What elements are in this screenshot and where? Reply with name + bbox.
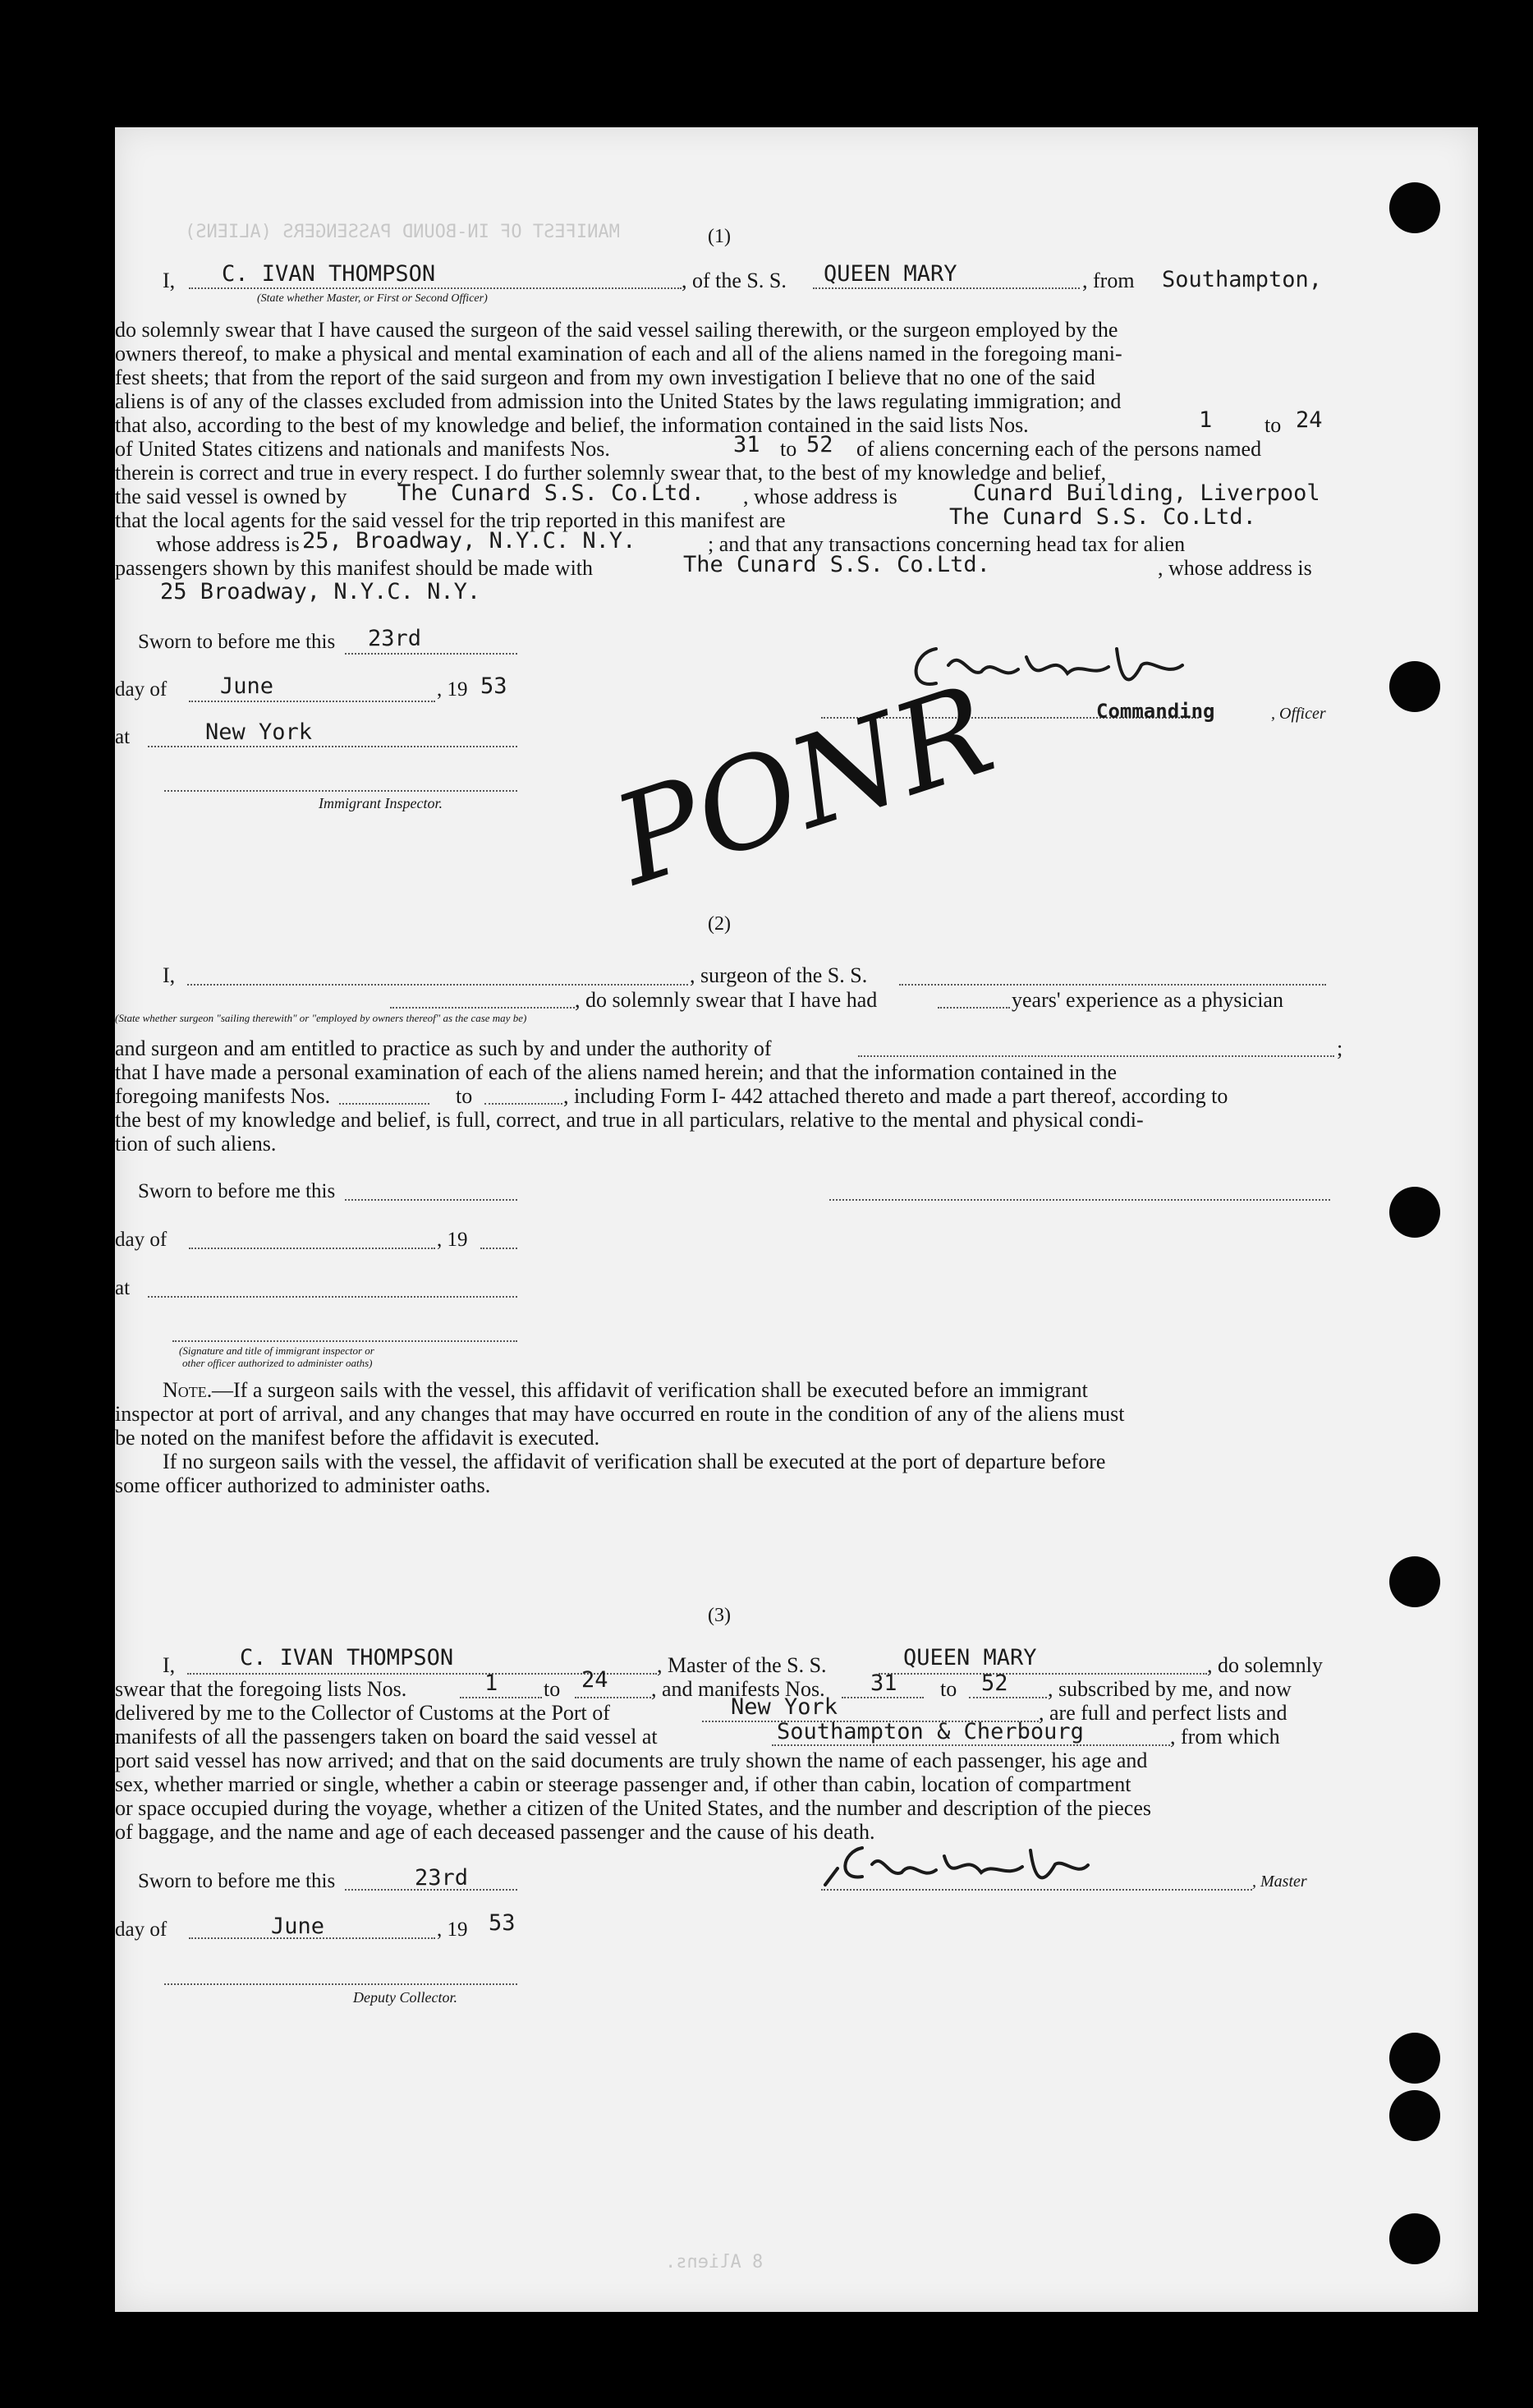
master-name: C. IVAN THOMPSON [222,261,436,287]
ponr-handwritten-mark: PONR [599,658,1009,914]
embark-ports-line [772,1744,1170,1746]
subscribed-label: , subscribed by me, and now [1048,1677,1292,1701]
section-2-line: , including Form I- 442 attached thereto and made a part thereof, according to [563,1084,1228,1108]
year-prefix: , 19 [437,678,468,701]
year-prefix: , 19 [437,1229,468,1251]
bleed-through-text: MANIFEST OF IN-BOUND PASSENGERS (ALIENS) [185,222,620,242]
lists-to: 24 [1296,407,1323,433]
section-3-heading: (3) [708,1605,731,1626]
manifests-to-line [969,1697,1047,1698]
note-line: be noted on the manifest before the affidavit is executed. [115,1426,600,1450]
commanding-label: Commanding [1096,700,1215,723]
section-1-heading: (1) [708,226,731,247]
year: 53 [480,673,507,699]
manifests-line-b: of aliens concerning each of the persons named [856,437,1262,461]
lists-to: 24 [581,1667,608,1693]
embark-ports: Southampton & Cherbourg [777,1719,1084,1744]
year: 53 [489,1910,516,1936]
punch-hole [1389,661,1440,712]
bleed-through-text: 8 Aliens. [665,2252,764,2272]
inspector-line [164,790,517,792]
place: New York [205,719,313,745]
section-1-line: therein is correct and true in every respect. I do further solemnly swear that, to the best of my knowledge and belief, [115,461,1107,485]
signature-note: other officer authorized to administer oaths) [182,1357,373,1369]
head-tax-label: ; and that any transactions concerning head tax for alien [708,532,1186,556]
of-the-ss-label: , of the S. S. [682,269,787,292]
sworn-day-line [345,1199,517,1201]
note-label: Note. [163,1378,213,1402]
section-2-i: I, [163,963,176,987]
sworn-label: Sworn to before me this [138,631,336,653]
section-1-body-line: aliens is of any of the classes excluded from admission into the United States by the laws regulating immigration; and [115,389,1122,413]
section-2-line: the best of my knowledge and belief, is full, correct, and true in all particulars, relative to the mental and physical condi- [115,1108,1144,1132]
month-line [189,701,435,702]
section-3-i: I, [163,1653,176,1677]
month: June [271,1914,325,1939]
signature-note: (Signature and title of immigrant inspector or [179,1344,374,1357]
to-label: to [456,1084,473,1108]
owner: The Cunard S.S. Co.Ltd. [397,480,705,506]
note-line: some officer authorized to administer oaths. [115,1473,491,1497]
lists-label: swear that the foregoing lists Nos. [115,1677,407,1701]
whose-address-label: , whose address is [743,485,897,508]
manifests-taken-label: manifests of all the passengers taken on board the said vessel at [115,1725,658,1749]
vessel-line [813,287,1080,289]
do-solemnly-label: , do solemnly [1207,1653,1323,1677]
section-1-body-line: fest sheets; that from the report of the said surgeon and from my own investigation I believe that no one of the said [115,365,1095,389]
from-which-label: , from which [1170,1725,1280,1749]
lists-from: 1 [1199,407,1213,433]
place-line [148,746,517,747]
surgeon-line-2 [390,1007,575,1009]
surgeon-of-label: , surgeon of the S. S. [690,963,868,987]
owner-address: Cunard Building, Liverpool [973,480,1320,506]
note-line: inspector at port of arrival, and any changes that may have occurred en route in the condition of any of the aliens must [115,1402,1125,1426]
officer-label: , Officer [1271,705,1326,723]
manifests-to: 52 [981,1670,1008,1696]
section-2-line: tion of such aliens. [115,1132,277,1156]
note-line: If no surgeon sails with the vessel, the affidavit of verification shall be executed at the port of departure before [163,1450,1106,1473]
inspector-line [172,1340,517,1342]
surgeon-vessel-line [899,984,1326,986]
head-tax-address: 25 Broadway, N.Y.C. N.Y. [160,579,481,604]
at-label: at [115,726,131,748]
note-line: —If a surgeon sails with the vessel, this affidavit of verification shall be executed before an immigrant [212,1378,1088,1402]
to-label: to [1264,413,1282,437]
punch-hole [1389,1187,1440,1238]
vessel-name: QUEEN MARY [903,1645,1037,1670]
owned-by-label: the said vessel is owned by [115,485,347,508]
authority-line [858,1055,1334,1057]
day-of-label: day of [115,678,168,701]
to-label: to [544,1677,561,1701]
manifest-from-line [339,1103,429,1105]
section-3-line: of baggage, and the name and age of each deceased passenger and the cause of his death. [115,1820,875,1844]
manifest-to-line [484,1103,562,1105]
section-1-body-line: owners thereof, to make a physical and mental examination of each and all of the aliens named in the foregoing mani- [115,342,1122,365]
officer-note: (State whether Master, or First or Second Officer) [257,292,488,305]
lists-from-line [460,1697,542,1698]
punch-hole [1389,182,1440,233]
section-2-line: foregoing manifests Nos. [115,1084,331,1108]
full-lists-label: , are full and perfect lists and [1039,1701,1287,1725]
punch-hole [1389,2090,1440,2141]
section-1-body-line: do solemnly swear that I have caused the surgeon of the said vessel sailing therewith, or the surgeon employed by the [115,318,1118,342]
sworn-day-line [345,653,517,655]
agents-address-label: whose address is [156,532,300,556]
place-line [148,1296,517,1298]
manifests-from: 31 [870,1670,897,1696]
master-of-label: , Master of the S. S. [657,1653,827,1677]
semicolon: ; [1337,1036,1343,1060]
head-tax-party-label: passengers shown by this manifest should be made with [115,556,594,580]
section-1-i: I, [163,269,176,292]
month-line [189,1937,435,1939]
master-name-line [189,287,682,289]
collector-label: Deputy Collector. [353,1989,457,2006]
master-signature-line [821,1889,1252,1891]
manifests-to: 52 [806,432,833,457]
sworn-label: Sworn to before me this [138,1180,336,1202]
surgeon-signature-line [829,1199,1330,1201]
collector-line [164,1983,517,1985]
sworn-day-line [345,1889,517,1891]
section-3-line: or space occupied during the voyage, whether a citizen of the United States, and the number and description of the pieces [115,1796,1152,1820]
to-label: to [780,437,797,461]
agents-label: that the local agents for the said vessel for the trip reported in this manifest are [115,508,786,532]
year-line [480,1248,517,1249]
section-2-heading: (2) [708,913,731,935]
inspector-label: Immigrant Inspector. [319,795,443,811]
day-of-label: day of [115,1919,168,1941]
to-label: to [940,1677,957,1701]
agents: The Cunard S.S. Co.Ltd. [949,504,1256,530]
head-tax-party: The Cunard S.S. Co.Ltd. [683,552,990,577]
at-label: at [115,1277,131,1299]
years-label: years' experience as a physician [1012,988,1283,1012]
master-label: , Master [1252,1873,1307,1891]
master-signature-bottom [821,1836,1092,1893]
punch-hole [1389,2033,1440,2084]
section-3-line: port said vessel has now arrived; and that on the said documents are truly shown the name of each passenger, his age and [115,1749,1148,1772]
month-line [189,1248,435,1249]
vessel-line [879,1673,1207,1675]
vessel-name: QUEEN MARY [824,261,957,287]
years-line [938,1007,1010,1009]
lists-to-line [575,1697,651,1698]
section-3-line: sex, whether married or single, whether a cabin or steerage passenger and, if other than cabin, location of compartment [115,1772,1131,1796]
sworn-day: 23rd [415,1865,469,1891]
port-from: Southampton, [1162,267,1323,292]
punch-hole [1389,2213,1440,2264]
port: New York [731,1694,838,1720]
surgeon-note: (State whether surgeon "sailing therewith" or "employed by owners thereof" as the case may be) [115,1012,527,1024]
agents-address: 25, Broadway, N.Y.C. N.Y. [302,528,636,554]
from-label: , from [1082,269,1135,292]
manifests-line-a: of United States citizens and nationals and manifests Nos. [115,437,610,461]
sworn-day: 23rd [368,626,422,651]
section-2-line: that I have made a personal examination of each of the aliens named herein; and that the information contained in the [115,1060,1118,1084]
punch-hole [1389,1556,1440,1607]
manifests-from-line [842,1697,924,1698]
delivered-label: delivered by me to the Collector of Customs at the Port of [115,1701,610,1725]
manifests-from: 31 [733,432,760,457]
sworn-label: Sworn to before me this [138,1870,336,1892]
surgeon-name-line [187,984,688,986]
day-of-label: day of [115,1229,168,1251]
manifests-label: , and manifests Nos. [651,1677,825,1701]
section-2-line: and surgeon and am entitled to practice as such by and under the authority of [115,1036,772,1060]
master-name: C. IVAN THOMPSON [240,1645,454,1670]
section-1-body-line: that also, according to the best of my knowledge and belief, the information contained in the said lists Nos. [115,413,1029,437]
head-tax-address-label: , whose address is [1158,556,1312,580]
swear-label: , do solemnly swear that I have had [575,988,878,1012]
lists-from: 1 [484,1670,498,1696]
month: June [220,673,274,699]
year-prefix: , 19 [437,1919,468,1941]
